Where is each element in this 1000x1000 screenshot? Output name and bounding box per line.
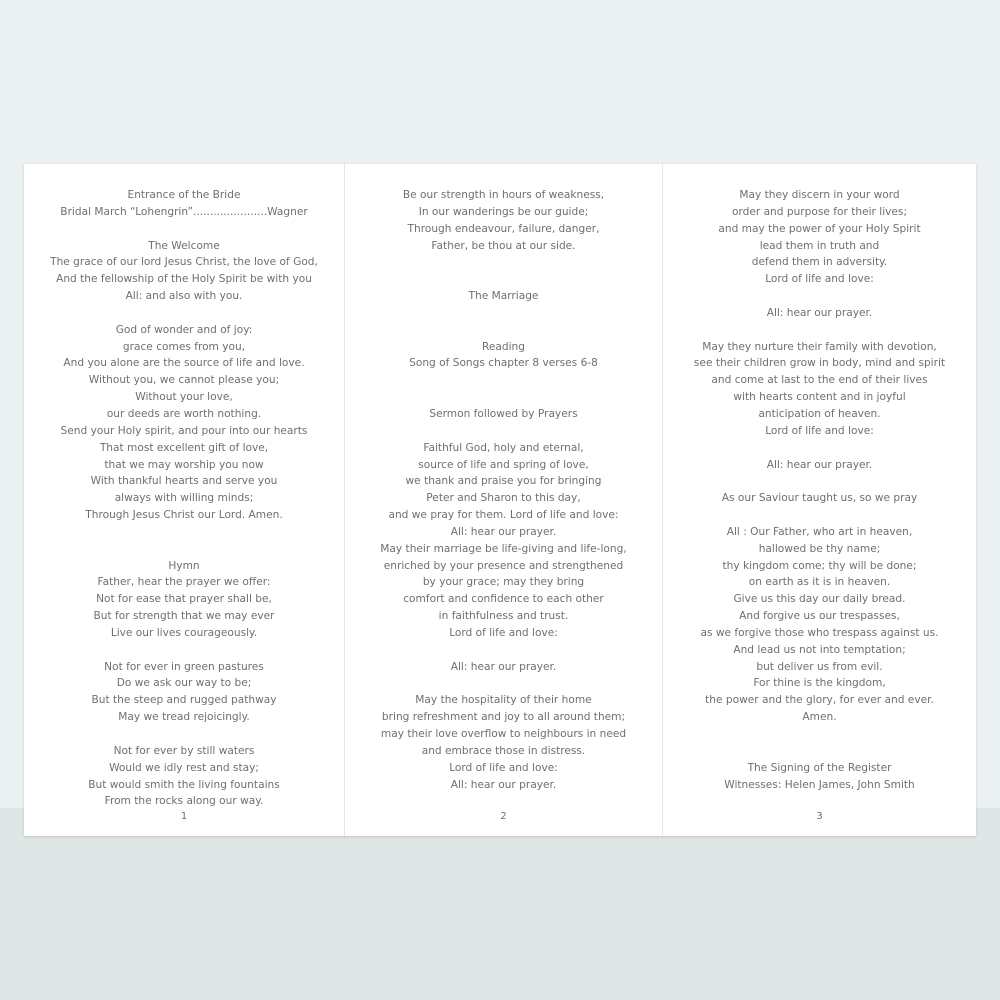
- text-line: All: hear our prayer.: [450, 525, 557, 538]
- text-line: Bridal March “Lohengrin”......................Wagner: [60, 205, 308, 218]
- text-line: always with willing minds;: [114, 492, 254, 505]
- text-line: with hearts content and in joyful: [733, 391, 906, 404]
- text-line: With thankful hearts and serve you: [90, 475, 278, 488]
- text-line: grace comes from you,: [122, 340, 246, 353]
- blank-line: [663, 440, 976, 457]
- blank-line: [345, 271, 662, 288]
- blank-line: [345, 675, 662, 692]
- text-line: see their children grow in body, mind and spirit: [693, 357, 946, 370]
- text-line: Without your love,: [135, 391, 233, 404]
- blank-line: [345, 372, 662, 389]
- text-line: Peter and Sharon to this day,: [426, 492, 581, 505]
- text-line: Sermon followed by Prayers: [429, 407, 578, 420]
- blank-line: [663, 322, 976, 339]
- order-of-service-sheet: [24, 164, 976, 836]
- blank-line: [663, 288, 976, 305]
- text-line: Lord of life and love:: [449, 626, 558, 639]
- text-line: All: hear our prayer.: [766, 458, 873, 471]
- page-number-2: 2: [500, 811, 507, 822]
- text-line: From the rocks along our way.: [104, 795, 264, 808]
- text-line: Song of Songs chapter 8 verses 6-8: [409, 357, 598, 370]
- page-number-3: 3: [816, 811, 823, 822]
- text-line: and we pray for them. Lord of life and love:: [388, 509, 619, 522]
- text-line: our deeds are worth nothing.: [106, 407, 262, 420]
- text-line: thy kingdom come; thy will be done;: [722, 559, 917, 572]
- text-line: That most excellent gift of love,: [99, 441, 269, 454]
- text-line: May they nurture their family with devotion,: [702, 340, 937, 353]
- text-line: May their marriage be life-giving and life-long,: [380, 542, 627, 555]
- text-line: But for strength that we may ever: [93, 610, 275, 623]
- text-line: we thank and praise you for bringing: [405, 475, 602, 488]
- text-line: Would we idly rest and stay;: [109, 761, 259, 774]
- text-line: God of wonder and of joy:: [115, 323, 253, 336]
- text-line: Be our strength in hours of weakness,: [402, 189, 605, 201]
- text-line: Through endeavour, failure, danger,: [407, 222, 600, 235]
- text-line: The Marriage: [468, 290, 539, 303]
- blank-line: [345, 254, 662, 271]
- text-line: Faithful God, holy and eternal,: [423, 441, 584, 454]
- text-line: bring refreshment and joy to all around them;: [381, 711, 626, 724]
- text-line: Send your Holy spirit, and pour into our hearts: [60, 424, 308, 437]
- text-line: and may the power of your Holy Spirit: [718, 222, 921, 235]
- panel-page-2: [345, 164, 662, 836]
- text-line: But would smith the living fountains: [88, 778, 280, 791]
- text-line: And the fellowship of the Holy Spirit be with you: [56, 273, 312, 286]
- text-line: The grace of our lord Jesus Christ, the love of God,: [50, 256, 318, 269]
- text-line: and come at last to the end of their lives: [711, 374, 928, 387]
- blank-line: [663, 726, 976, 743]
- text-line: Reading: [481, 340, 525, 353]
- text-line: that we may worship you now: [104, 458, 264, 471]
- page-1-text: [24, 187, 344, 810]
- text-line: by your grace; may they bring: [422, 576, 585, 589]
- text-line: order and purpose for their lives;: [731, 205, 908, 218]
- text-line: And lead us not into temptation;: [733, 643, 906, 656]
- text-line: All: hear our prayer.: [450, 778, 557, 791]
- text-line: All: hear our prayer.: [450, 660, 557, 673]
- text-line: And forgive us our trespasses,: [739, 610, 900, 623]
- text-line: source of life and spring of love,: [418, 458, 589, 471]
- text-line: Not for ever in green pastures: [104, 660, 264, 673]
- text-line: in faithfulness and trust.: [438, 610, 569, 623]
- blank-line: [663, 473, 976, 490]
- text-line: As our Saviour taught us, so we pray: [721, 492, 918, 505]
- text-line: Lord of life and love:: [765, 424, 874, 437]
- blank-line: [345, 389, 662, 406]
- text-line: but deliver us from evil.: [756, 660, 883, 673]
- text-line: and embrace those in distress.: [421, 744, 586, 757]
- text-line: May they discern in your word: [739, 189, 900, 201]
- text-line: Witnesses: Helen James, John Smith: [724, 778, 915, 791]
- text-line: Not for ever by still waters: [113, 744, 255, 757]
- page-3-text: [663, 187, 976, 793]
- blank-line: [663, 507, 976, 524]
- blank-line: [24, 726, 344, 743]
- blank-line: [24, 642, 344, 659]
- text-line: hallowed be thy name;: [758, 542, 881, 555]
- text-line: The Signing of the Register: [747, 761, 892, 774]
- text-line: May we tread rejoicingly.: [118, 711, 250, 724]
- text-line: the power and the glory, for ever and ever.: [705, 694, 934, 707]
- panel-page-3: [663, 164, 976, 836]
- text-line: Not for ease that prayer shall be,: [96, 593, 272, 606]
- text-line: anticipation of heaven.: [758, 407, 881, 420]
- blank-line: [24, 541, 344, 558]
- text-line: on earth as it is in heaven.: [748, 576, 891, 589]
- text-line: lead them in truth and: [759, 239, 880, 252]
- text-line: Through Jesus Christ our Lord. Amen.: [85, 509, 283, 522]
- blank-line: [663, 743, 976, 760]
- text-line: comfort and confidence to each other: [403, 593, 604, 606]
- text-line: Lord of life and love:: [449, 761, 558, 774]
- background-bottom: [0, 808, 1000, 1000]
- panel-page-1: [24, 164, 344, 836]
- text-line: Father, be thou at our side.: [431, 239, 576, 252]
- text-line: Lord of life and love:: [765, 273, 874, 286]
- text-line: enriched by your presence and strengthened: [383, 559, 624, 572]
- text-line: Without you, we cannot please you;: [88, 374, 280, 387]
- text-line: All : Our Father, who art in heaven,: [726, 525, 913, 538]
- blank-line: [24, 221, 344, 238]
- page-number-1: 1: [180, 811, 188, 822]
- blank-line: [345, 322, 662, 339]
- blank-line: [345, 423, 662, 440]
- text-line: Hymn: [168, 559, 200, 572]
- text-line: Amen.: [802, 711, 837, 724]
- text-line: And you alone are the source of life and love.: [63, 357, 305, 370]
- text-line: All: hear our prayer.: [766, 306, 873, 319]
- text-line: The Welcome: [148, 239, 220, 252]
- text-line: May the hospitality of their home: [415, 694, 592, 707]
- text-line: Give us this day our daily bread.: [733, 593, 906, 606]
- text-line: In our wanderings be our guide;: [418, 205, 589, 218]
- page-2-text: [345, 187, 662, 793]
- text-line: Live our lives courageously.: [110, 626, 258, 639]
- text-line: For thine is the kingdom,: [753, 677, 886, 690]
- blank-line: [24, 305, 344, 322]
- text-line: defend them in adversity.: [751, 256, 888, 269]
- text-line: All: and also with you.: [125, 290, 243, 303]
- text-line: as we forgive those who trespass against us.: [700, 626, 939, 639]
- text-line: Father, hear the prayer we offer:: [97, 576, 271, 589]
- blank-line: [345, 642, 662, 659]
- text-line: Entrance of the Bride: [127, 189, 241, 201]
- text-line: Do we ask our way to be;: [116, 677, 252, 690]
- blank-line: [345, 305, 662, 322]
- text-line: But the steep and rugged pathway: [91, 694, 277, 707]
- blank-line: [24, 524, 344, 541]
- text-line: may their love overflow to neighbours in need: [380, 728, 627, 740]
